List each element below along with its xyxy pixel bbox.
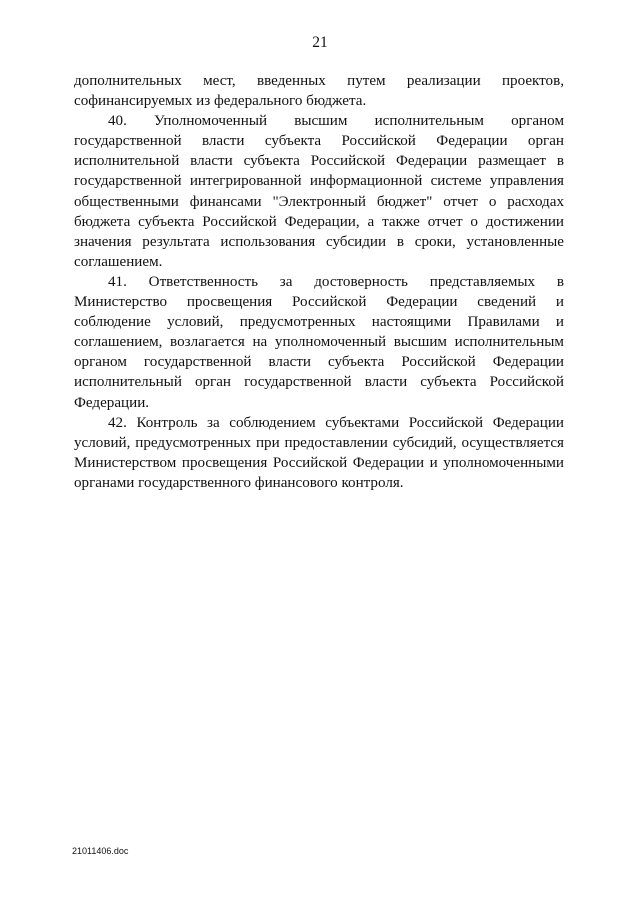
paragraph-item-42: 42. Контроль за соблюдением субъектами Российской Федерации условий, предусмотренных при предоставлении субсидий, осуществляется Министерством просвещения Российской Федерации и уполномоченными органами государственного финансового контроля. bbox=[74, 414, 564, 491]
footer-document-code: 21011406.doc bbox=[72, 846, 129, 856]
paragraph-continuation: дополнительных мест, введенных путем реализации проектов, софинансируемых из федерального бюджета. bbox=[74, 73, 564, 110]
paragraph-item-41: 41. Ответственность за достоверность представляемых в Министерство просвещения Российской Федерации сведений и соблюдение условий, предусмотренных настоящими Правилами и соглашением, возлагается на уполномоченный высшим исполнительным органом государственной власти субъекта Российской Федерации исполнительный орган государственной власти субъекта Российской Федерации. bbox=[74, 273, 564, 411]
paragraph-item-40: 40. Уполномоченный высшим исполнительным органом государственной власти субъекта Российской Федерации орган исполнительной власти субъекта Российской Федерации размещает в государственной интегрированной информационной системе управления общественными финансами "Электронный бюджет" отчет о расходах бюджета субъекта Российской Федерации, а также отчет о достижении значения результата использования субсидии в сроки, установленные соглашением. bbox=[74, 113, 564, 270]
page-number: 21 bbox=[312, 34, 328, 51]
document-body bbox=[74, 71, 564, 493]
